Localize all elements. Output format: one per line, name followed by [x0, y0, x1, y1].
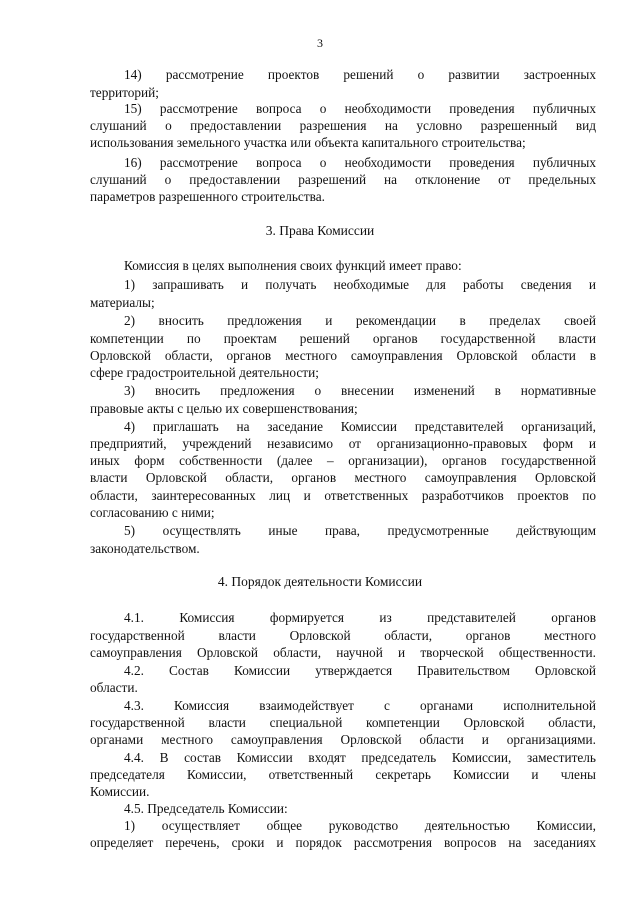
section-heading: 4. Порядок деятельности Комиссии: [217, 574, 423, 589]
text-line: государственной власти специальной компетенции Орловской области,: [90, 715, 596, 730]
text-line: использования земельного участка или объекта капитального строительства;: [90, 135, 526, 150]
text-line: 1) осуществляет общее руководство деятельностью Комиссии,: [124, 818, 596, 833]
text-line: предприятий, учреждений независимо от организационно-правовых форм и: [90, 436, 596, 451]
text-line: слушаний о предоставлении разрешений на отклонение от предельных: [90, 172, 596, 187]
text-line: компетенции по проектам решений органов государственной власти: [90, 331, 596, 346]
text-line: согласованию с ними;: [90, 505, 215, 520]
text-line: председателя Комиссии, ответственный секретарь Комиссии и члены: [90, 767, 596, 782]
text-line: 4.2. Состав Комиссии утверждается Правительством Орловской: [124, 663, 596, 678]
page-number: 3: [317, 36, 323, 50]
text-line: 1) запрашивать и получать необходимые для работы сведения и: [124, 277, 596, 292]
text-line: Комиссии.: [90, 784, 150, 799]
text-line: самоуправления Орловской области, научной и творческой общественности.: [90, 645, 596, 660]
text-line: 15) рассмотрение вопроса о необходимости проведения публичных: [124, 101, 596, 116]
text-line: иных форм собственности (далее – организации), органов государственной: [90, 453, 596, 468]
text-line: 14) рассмотрение проектов решений о развитии застроенных: [124, 67, 596, 82]
text-line: параметров разрешенного строительства.: [90, 189, 325, 204]
text-line: территорий;: [90, 85, 159, 100]
text-line: органами местного самоуправления Орловской области и организациями.: [90, 732, 596, 747]
text-line: Орловской области, органов местного самоуправления Орловской области в: [90, 348, 596, 363]
text-line: 4.1. Комиссия формируется из представителей органов: [124, 610, 596, 625]
text-line: области, заинтересованных лиц и ответственных разработчиков проектов по: [90, 488, 596, 503]
text-line: 3) вносить предложения о внесении изменений в нормативные: [124, 383, 596, 398]
text-line: Комиссия в целях выполнения своих функций имеет право:: [124, 258, 462, 273]
text-line: 5) осуществлять иные права, предусмотренные действующим: [124, 523, 596, 538]
text-line: определяет перечень, сроки и порядок рассмотрения вопросов на заседаниях: [90, 835, 596, 850]
text-line: государственной власти Орловской области, органов местного: [90, 628, 596, 643]
text-line: законодательством.: [90, 541, 200, 556]
text-line: правовые акты с целью их совершенствования;: [90, 401, 358, 416]
text-line: 2) вносить предложения и рекомендации в пределах своей: [124, 313, 596, 328]
text-line: 16) рассмотрение вопроса о необходимости проведения публичных: [124, 155, 596, 170]
text-line: сфере градостроительной деятельности;: [90, 365, 319, 380]
text-line: 4.3. Комиссия взаимодействует с органами исполнительной: [124, 698, 596, 713]
text-line: области.: [90, 680, 138, 695]
text-line: 4.4. В состав Комиссии входят председатель Комиссии, заместитель: [124, 750, 596, 765]
text-line: власти Орловской области, органов местного самоуправления Орловской: [90, 470, 596, 485]
section-heading: 3. Права Комиссии: [265, 223, 375, 238]
text-line: 4) приглашать на заседание Комиссии представителей организаций,: [124, 419, 596, 434]
text-line: 4.5. Председатель Комиссии:: [124, 801, 288, 816]
text-line: слушаний о предоставлении разрешения на условно разрешенный вид: [90, 118, 596, 133]
text-line: материалы;: [90, 295, 155, 310]
